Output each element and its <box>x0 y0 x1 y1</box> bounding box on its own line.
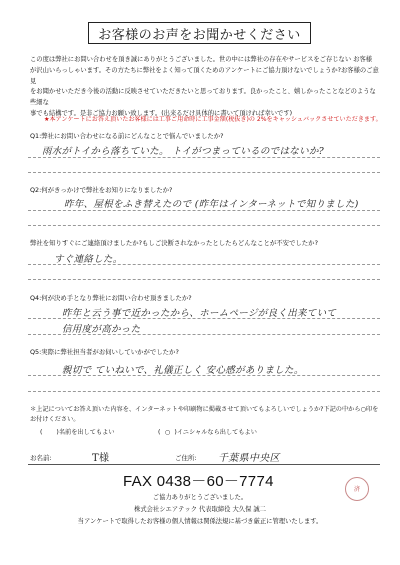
q1-label: Q1:弊社にお問い合わせになる前にどんなことで悩んでいましたか? <box>30 132 224 140</box>
option-label: イニシャルなら出してもよい <box>176 429 257 436</box>
intro-line: が沢山いらっしゃいます。その方たちに弊社をよく知って頂くためのアンケートにご協力頂けないでしょうか?お客様のご意見 <box>30 66 379 85</box>
q4-label: Q4:何が決め手となり弊社にお問い合わせ頂きましたか? <box>30 294 192 302</box>
company-text: 株式会社シエアテック 代表取締役 大久保 誠二 <box>134 506 266 513</box>
name-label: お名前: <box>30 454 52 462</box>
cashback-notice: ★本アンケートにお答え頂いたお客様には工事ご用命時に工事金額(税抜き)の 2%をキャッシュバックさせていただきます。 <box>44 116 382 123</box>
received-stamp: 済 <box>345 477 369 501</box>
survey-title: お客様のお声をお聞かせください <box>88 22 311 44</box>
answer-line <box>28 318 380 319</box>
intro-line: この度は弊社にお問い合わせを頂き誠にありがとうございました。世の中には弊社の存在やサービスをご存じない お客様 <box>30 56 373 63</box>
answer-line <box>28 375 380 376</box>
answer-line <box>28 334 380 335</box>
option-initial-ok[interactable]: ( ○ )イニシャルなら出してもよい <box>158 429 257 436</box>
q2-label: Q2:何がきっかけで弊社をお知りになりましたか? <box>30 186 173 194</box>
option-label: 名前を出してもよい <box>58 429 115 436</box>
option-mark: ○ <box>164 429 171 436</box>
privacy-text: 当アンケートで取得したお客様の個人情報は関係法規に基づき厳正に管理いたします。 <box>77 518 323 525</box>
consent-text-2: お付けください。 <box>30 416 80 423</box>
intro-line: をお聞かせいただき今後の活動に反映させていただきたいと思っております。良かったこと、嬉しかったことなどのような些細な <box>30 88 376 107</box>
intro-line: 事でも結構です。是非ご協力お願い致します。(出来るだけ具体的に書いて頂ければ幸いです) <box>30 109 293 117</box>
intro-text <box>30 55 380 120</box>
thanks-text: ご協力ありがとうございました。 <box>152 494 248 501</box>
consent-text: ＊上記についてお答え頂いた内容を、インターネットや印刷物に掲載させて頂いてもよろしいでしょうか?下記の中から○印を <box>30 406 379 413</box>
answer-line <box>28 279 380 280</box>
name-value: T様 <box>92 453 110 464</box>
q3-label: 弊社を知りすぐにご連絡頂けましたか?もしご決断されなかったとしたらどんなことが不安でしたか? <box>30 239 318 247</box>
q5-answer: 親切で ていねいで、礼儀正しく 安心感がありました。 <box>62 365 304 376</box>
q3-answer: すぐ連絡した。 <box>54 254 123 265</box>
q5-label: Q5:実際に弊社担当者がお伺いしていかがでしたか? <box>30 348 179 356</box>
field-underline <box>28 464 380 465</box>
q2-answer: 昨年、屋根をふき替えたので (昨年はインターネットで知りました) <box>64 199 359 210</box>
answer-line <box>28 225 380 226</box>
fax-number: FAX 0438－60－7774 <box>123 473 274 490</box>
q4-answer: 昨年と云う事で近かったから、ホームページが良く出来ていて <box>62 308 337 319</box>
q1-answer: 雨水がトイから落ちていた。 トイがつまっているのではないか? <box>42 146 325 157</box>
answer-line <box>28 391 380 392</box>
answer-line <box>28 264 380 265</box>
answer-line <box>28 210 380 211</box>
address-label: ご住所: <box>175 454 197 462</box>
option-name-ok[interactable]: ( )名前を出してもよい <box>40 429 115 436</box>
answer-line <box>28 172 380 173</box>
answer-line <box>28 157 380 158</box>
address-value: 千葉県中央区 <box>218 453 280 464</box>
q4-answer-line2: 信用度が高かった <box>62 324 141 335</box>
